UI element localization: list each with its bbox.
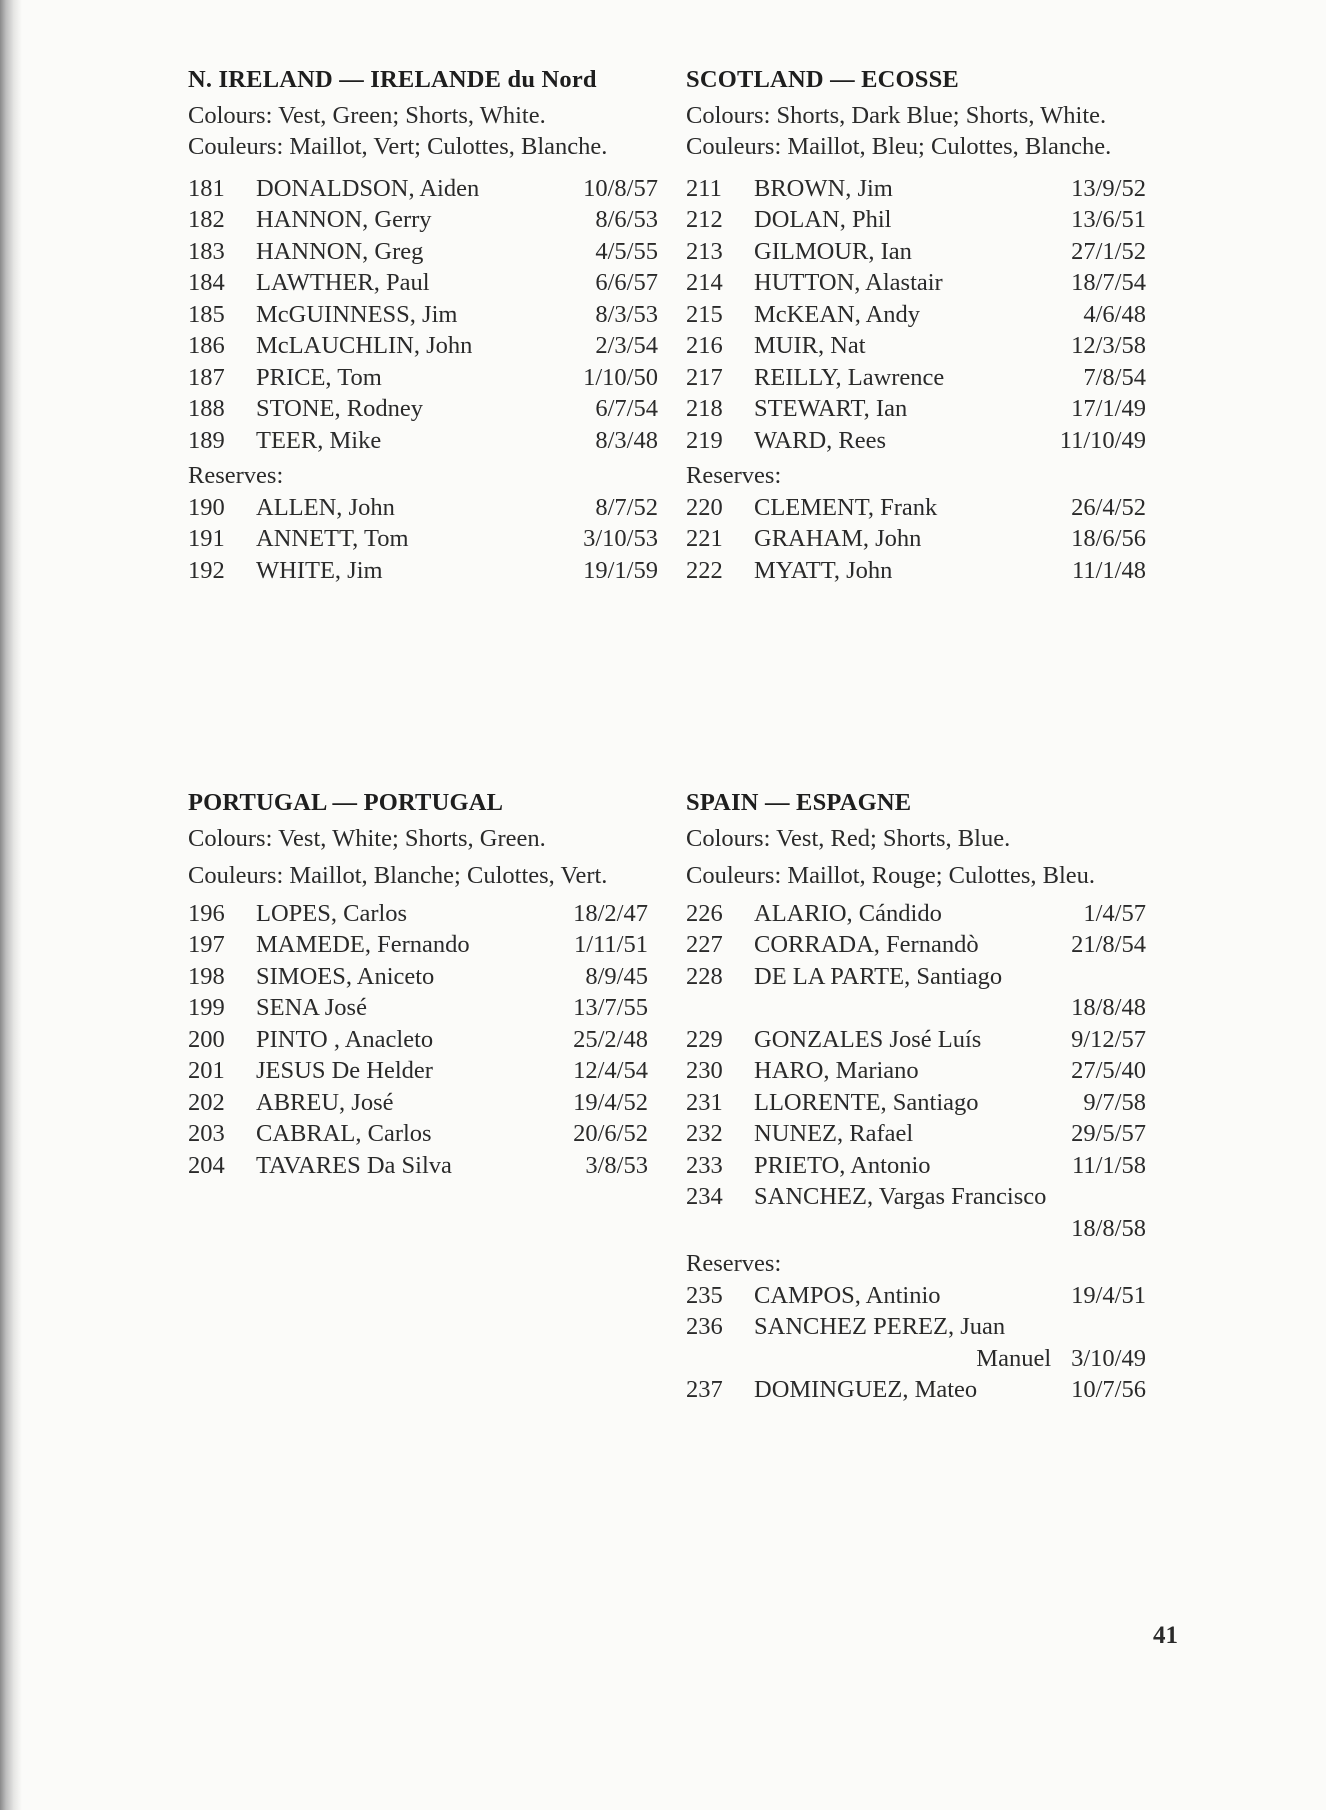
page-number: 41 — [1153, 1622, 1178, 1649]
player-dob: 9/7/58 — [1083, 1088, 1146, 1116]
player-dob: 11/1/48 — [1072, 556, 1146, 584]
player-dob: 8/3/48 — [595, 426, 658, 454]
player-name: STONE, Rodney — [256, 395, 423, 422]
section-title: SPAIN — ESPAGNE — [686, 789, 912, 816]
player-name: DE LA PARTE, Santiago — [754, 962, 1003, 990]
player-row — [686, 425, 1146, 457]
player-name: CORRADA, Fernandò — [754, 931, 979, 958]
player-number: 214 — [686, 269, 723, 296]
player-row — [686, 236, 1146, 268]
player-row — [686, 1150, 1146, 1182]
reserve-row — [188, 555, 658, 587]
section-title: SCOTLAND — ECOSSE — [686, 66, 959, 93]
player-dob: 8/6/53 — [595, 206, 658, 233]
player-number: 235 — [686, 1281, 723, 1309]
player-name: LOPES, Carlos — [256, 899, 408, 927]
player-dob: 10/8/57 — [583, 174, 658, 202]
player-number: 229 — [686, 1025, 723, 1053]
player-name: TEER, Mike — [256, 426, 382, 454]
player-dob: 1/10/50 — [583, 363, 658, 391]
player-row — [188, 1024, 648, 1056]
player-dob: 7/8/54 — [1083, 363, 1146, 391]
player-dob: 19/4/52 — [573, 1088, 648, 1116]
colours-english: Colours: Vest, Red; Shorts, Blue. — [686, 824, 1011, 852]
player-dob: 25/2/48 — [573, 1025, 648, 1053]
player-dob: 8/3/53 — [595, 300, 658, 328]
colours-english: Colours: Vest, Green; Shorts, White. — [188, 101, 546, 129]
player-number: 227 — [686, 931, 723, 958]
player-number: 184 — [188, 269, 225, 296]
player-name: NUNEZ, Rafael — [754, 1120, 914, 1147]
player-number: 233 — [686, 1151, 723, 1179]
player-dob: 27/5/40 — [1071, 1057, 1146, 1084]
player-name: SENA José — [256, 994, 367, 1021]
player-name: PRIETO, Antonio — [754, 1151, 931, 1179]
player-name: ANNETT, Tom — [256, 525, 409, 552]
player-dob: 17/1/49 — [1071, 395, 1146, 422]
player-name: DOMINGUEZ, Mateo — [754, 1376, 978, 1403]
player-name: GONZALES José Luís — [754, 1025, 982, 1053]
player-name: ALLEN, John — [256, 493, 395, 521]
colours-french: Couleurs: Maillot, Rouge; Culottes, Bleu. — [686, 862, 1095, 889]
reserve-row — [188, 492, 658, 524]
player-number: 221 — [686, 525, 723, 552]
player-dob: 11/1/58 — [1072, 1151, 1146, 1179]
player-name: ALARIO, Cándido — [754, 899, 942, 927]
player-number: 230 — [686, 1057, 723, 1084]
player-name: PINTO , Anacleto — [256, 1025, 434, 1053]
player-name: WARD, Rees — [754, 426, 887, 454]
player-number: 199 — [188, 994, 225, 1021]
player-name: McLAUCHLIN, John — [256, 332, 473, 359]
section-title: N. IRELAND — IRELANDE du Nord — [188, 66, 597, 93]
player-name: SANCHEZ PEREZ, Juan — [754, 1313, 1006, 1340]
player-row — [686, 267, 1146, 299]
player-row — [686, 1024, 1146, 1056]
player-row — [188, 236, 658, 268]
player-dob: 3/10/49 — [1071, 1344, 1146, 1372]
player-number: 236 — [686, 1313, 723, 1340]
player-row — [188, 299, 658, 331]
player-number: 190 — [188, 493, 225, 521]
section-spain — [686, 787, 1146, 1406]
player-name: WHITE, Jim — [256, 556, 383, 584]
player-row — [188, 425, 658, 457]
player-name: TAVARES Da Silva — [256, 1151, 452, 1179]
colours-french: Couleurs: Maillot, Blanche; Culottes, Vert. — [188, 862, 608, 889]
player-name: HANNON, Greg — [256, 237, 424, 265]
reserve-row — [686, 1311, 1146, 1343]
player-name: HUTTON, Alastair — [754, 269, 943, 296]
player-row — [188, 393, 658, 425]
player-name: SIMOES, Aniceto — [256, 962, 435, 990]
player-dob: 18/8/58 — [1071, 1214, 1146, 1242]
player-dob: 10/7/56 — [1071, 1376, 1146, 1403]
player-row — [686, 362, 1146, 394]
player-dob: 18/7/54 — [1071, 269, 1146, 296]
player-number: 212 — [686, 206, 723, 233]
player-dob: 18/6/56 — [1071, 525, 1146, 552]
player-row — [686, 173, 1146, 205]
player-row — [188, 362, 658, 394]
section-scotland — [686, 64, 1146, 586]
player-name: CLEMENT, Frank — [754, 493, 938, 521]
player-dob: 29/5/57 — [1071, 1120, 1146, 1147]
player-row — [188, 929, 648, 961]
player-row — [686, 204, 1146, 236]
player-dob: 12/3/58 — [1071, 332, 1146, 359]
player-name: HARO, Mariano — [754, 1057, 919, 1084]
player-number: 232 — [686, 1120, 723, 1147]
player-row — [188, 1087, 648, 1119]
player-row — [686, 1055, 1146, 1087]
player-number: 228 — [686, 962, 723, 990]
player-number: 216 — [686, 332, 723, 359]
player-number: 203 — [188, 1120, 225, 1147]
reserve-row — [686, 523, 1146, 555]
player-row — [188, 173, 658, 205]
colours-english: Colours: Shorts, Dark Blue; Shorts, White. — [686, 101, 1107, 129]
player-dob: 6/6/57 — [595, 269, 658, 296]
reserve-row — [686, 1374, 1146, 1406]
player-number: 182 — [188, 206, 225, 233]
player-name: GRAHAM, John — [754, 525, 922, 552]
player-dob: 1/4/57 — [1083, 899, 1146, 927]
player-number: 201 — [188, 1057, 225, 1084]
player-number: 188 — [188, 395, 225, 422]
player-number: 181 — [188, 174, 225, 202]
player-number: 218 — [686, 395, 723, 422]
player-dob: 4/5/55 — [595, 237, 658, 265]
player-dob: 13/7/55 — [573, 994, 648, 1021]
player-dob: 18/2/47 — [573, 899, 648, 927]
player-name: LLORENTE, Santiago — [754, 1088, 979, 1116]
player-row — [188, 1055, 648, 1087]
player-name: STEWART, Ian — [754, 395, 908, 422]
player-name: McKEAN, Andy — [754, 300, 921, 328]
player-row — [686, 393, 1146, 425]
player-name: LAWTHER, Paul — [256, 269, 430, 296]
player-name: SANCHEZ, Vargas Francisco — [754, 1183, 1047, 1210]
section-portugal — [188, 787, 648, 1181]
player-number: 202 — [188, 1088, 225, 1116]
player-name: GILMOUR, Ian — [754, 237, 912, 265]
player-dob: 1/11/51 — [574, 931, 648, 958]
player-number: 226 — [686, 899, 723, 927]
player-row — [686, 330, 1146, 362]
player-row — [686, 299, 1146, 331]
colours-french: Couleurs: Maillot, Vert; Culottes, Blanche. — [188, 133, 608, 160]
reserves-label: Reserves: — [188, 462, 284, 489]
player-number: 217 — [686, 363, 723, 391]
player-name: CAMPOS, Antinio — [754, 1281, 941, 1309]
player-dob: 2/3/54 — [595, 332, 658, 359]
player-name: McGUINNESS, Jim — [256, 300, 458, 328]
player-dob: 8/9/45 — [585, 962, 648, 990]
player-number: 215 — [686, 300, 723, 328]
player-number: 197 — [188, 931, 225, 958]
player-name: JESUS De Helder — [256, 1057, 433, 1084]
player-dob: 13/9/52 — [1071, 174, 1146, 202]
player-dob: 9/12/57 — [1071, 1025, 1146, 1053]
player-row — [188, 1150, 648, 1182]
player-name: ABREU, José — [256, 1088, 394, 1116]
player-number: 200 — [188, 1025, 225, 1053]
player-row — [188, 992, 648, 1024]
player-row — [686, 1181, 1146, 1213]
player-dob: 6/7/54 — [595, 395, 658, 422]
colours-french: Couleurs: Maillot, Bleu; Culottes, Blanche. — [686, 133, 1112, 160]
player-dob: 18/8/48 — [1071, 994, 1146, 1021]
player-number: 237 — [686, 1376, 723, 1403]
player-dob: 13/6/51 — [1071, 206, 1146, 233]
player-name: DOLAN, Phil — [754, 206, 892, 233]
player-number: 211 — [686, 174, 722, 202]
player-row — [686, 929, 1146, 961]
player-name-continued: Manuel — [976, 1344, 1052, 1372]
section-n-ireland — [188, 64, 658, 586]
player-number: 219 — [686, 426, 723, 454]
player-row — [188, 330, 658, 362]
player-number: 198 — [188, 962, 225, 990]
player-row — [686, 961, 1146, 993]
player-row — [188, 961, 648, 993]
player-dob: 12/4/54 — [573, 1057, 648, 1084]
player-number: 222 — [686, 556, 723, 584]
player-name: DONALDSON, Aiden — [256, 174, 480, 202]
player-dob: 26/4/52 — [1071, 493, 1146, 521]
player-dob: 19/1/59 — [583, 556, 658, 584]
player-number: 185 — [188, 300, 225, 328]
player-number: 191 — [188, 525, 225, 552]
player-dob: 3/8/53 — [585, 1151, 648, 1179]
player-dob: 4/6/48 — [1083, 300, 1146, 328]
player-name: CABRAL, Carlos — [256, 1120, 432, 1147]
player-dob: 8/7/52 — [595, 493, 658, 521]
player-dob: 3/10/53 — [583, 525, 658, 552]
player-name: REILLY, Lawrence — [754, 363, 945, 391]
player-dob: 20/6/52 — [573, 1120, 648, 1147]
player-row — [188, 267, 658, 299]
player-name: HANNON, Gerry — [256, 206, 432, 233]
player-row — [686, 898, 1146, 930]
player-number: 192 — [188, 556, 225, 584]
player-row — [188, 204, 658, 236]
reserves-label: Reserves: — [686, 462, 782, 489]
player-dob: 19/4/51 — [1071, 1281, 1146, 1309]
player-name: MUIR, Nat — [754, 332, 866, 359]
player-row — [188, 1118, 648, 1150]
reserves-label: Reserves: — [686, 1250, 782, 1277]
player-number: 234 — [686, 1183, 723, 1210]
player-row — [686, 1087, 1146, 1119]
reserve-row-continued — [686, 1343, 1146, 1375]
player-number: 204 — [188, 1151, 225, 1179]
player-name: PRICE, Tom — [256, 363, 382, 391]
player-name: MYATT, John — [754, 556, 893, 584]
colours-english: Colours: Vest, White; Shorts, Green. — [188, 824, 546, 852]
player-number: 231 — [686, 1088, 723, 1116]
player-name: MAMEDE, Fernando — [256, 931, 470, 958]
reserve-row — [686, 492, 1146, 524]
player-row — [188, 898, 648, 930]
player-number: 187 — [188, 363, 225, 391]
player-number: 189 — [188, 426, 225, 454]
reserve-row — [686, 555, 1146, 587]
player-dob: 21/8/54 — [1071, 931, 1146, 958]
reserve-row — [686, 1280, 1146, 1312]
player-number: 183 — [188, 237, 225, 265]
player-number: 213 — [686, 237, 723, 265]
player-dob: 27/1/52 — [1071, 237, 1146, 265]
player-number: 186 — [188, 332, 225, 359]
player-number: 196 — [188, 899, 225, 927]
binding-shadow — [0, 0, 22, 1810]
reserve-row — [188, 523, 658, 555]
player-number: 220 — [686, 493, 723, 521]
player-dob: 11/10/49 — [1059, 426, 1146, 454]
player-name: BROWN, Jim — [754, 174, 893, 202]
section-title: PORTUGAL — PORTUGAL — [188, 789, 504, 816]
player-row — [686, 1118, 1146, 1150]
